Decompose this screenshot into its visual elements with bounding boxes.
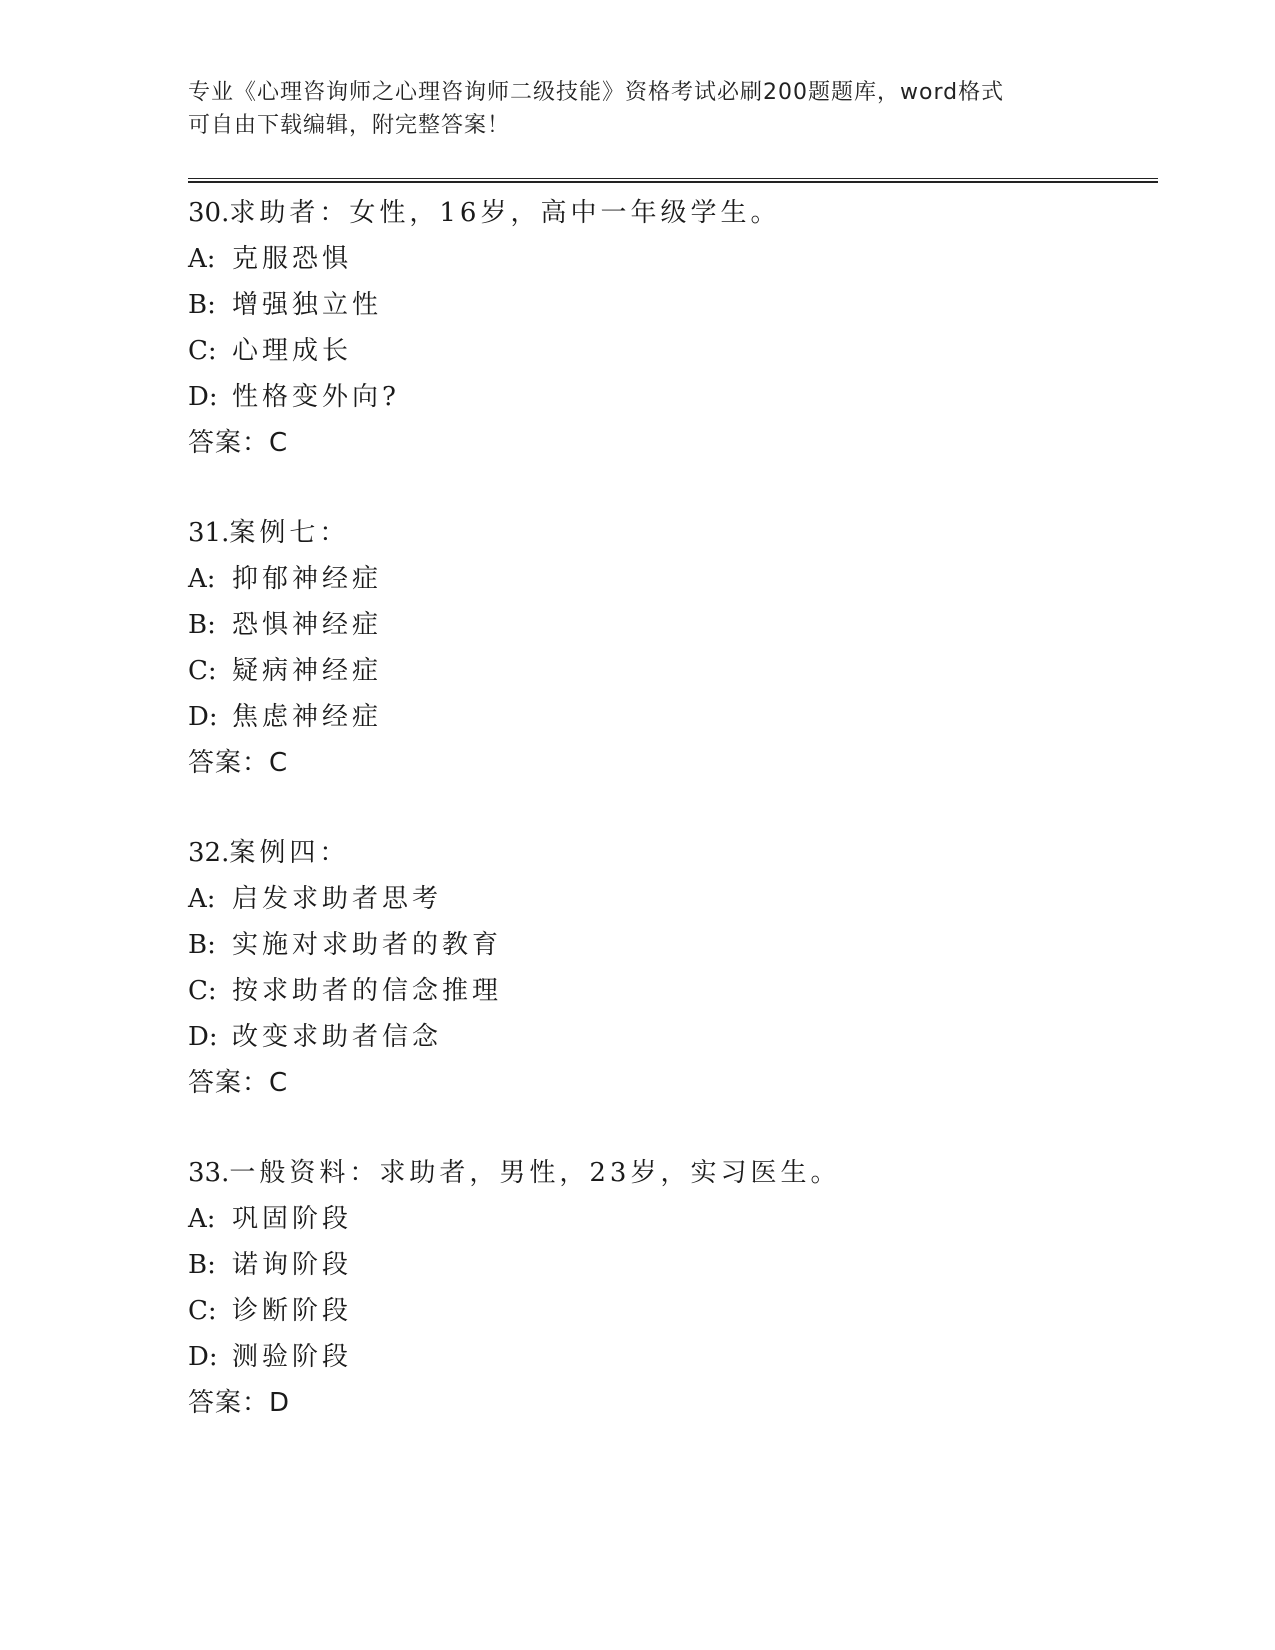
option-letter: C:: [188, 656, 217, 686]
question-number: 32.: [188, 838, 230, 868]
option-d: [188, 374, 1158, 420]
question-text: 一般资料：求助者，男性，23岁，实习医生。: [229, 1158, 841, 1188]
option-a: [188, 556, 1158, 602]
option-text: 增强独立性: [232, 290, 383, 320]
answer-line: 答案：C: [188, 428, 289, 458]
option-letter: C:: [188, 336, 217, 366]
option-text: 疑病神经症: [232, 656, 383, 686]
question-stem: [188, 1150, 1158, 1196]
option-letter: A:: [188, 244, 216, 274]
option-text: 恐惧神经症: [232, 610, 383, 640]
option-text: 实施对求助者的教育: [232, 930, 503, 960]
option-letter: C:: [188, 976, 217, 1006]
header-line-1: 专业《心理咨询师之心理咨询师二级技能》资格考试必刷200题题库，word格式: [188, 80, 1005, 105]
option-c: [188, 968, 1158, 1014]
option-b: [188, 922, 1158, 968]
header-divider: [188, 178, 1158, 183]
header-line-2: 可自由下载编辑，附完整答案！: [188, 113, 511, 138]
question-stem: [188, 510, 1158, 556]
question-32: [188, 830, 1158, 1106]
option-letter: D:: [188, 1022, 218, 1052]
option-b: [188, 1242, 1158, 1288]
question-text: 案例七：: [229, 518, 350, 548]
option-d: [188, 1014, 1158, 1060]
option-d: [188, 694, 1158, 740]
option-text: 性格变外向?: [232, 382, 400, 412]
option-c: [188, 648, 1158, 694]
option-letter: D:: [188, 1342, 218, 1372]
option-letter: A:: [188, 564, 216, 594]
answer-line: 答案：C: [188, 1068, 289, 1098]
option-letter: B:: [188, 1250, 216, 1280]
option-letter: C:: [188, 1296, 217, 1326]
question-number: 30.: [188, 198, 230, 228]
question-stem: [188, 190, 1158, 236]
answer-line: 答案：D: [188, 1388, 291, 1418]
question-list: [188, 190, 1158, 1470]
option-text: 启发求助者思考: [232, 884, 443, 914]
option-b: [188, 282, 1158, 328]
question-text: 案例四：: [229, 838, 350, 868]
option-letter: A:: [188, 1204, 216, 1234]
option-letter: A:: [188, 884, 216, 914]
option-letter: B:: [188, 930, 216, 960]
question-number: 31.: [188, 518, 230, 548]
option-text: 改变求助者信念: [232, 1022, 443, 1052]
option-letter: B:: [188, 610, 216, 640]
option-text: 焦虑神经症: [232, 702, 383, 732]
option-a: [188, 1196, 1158, 1242]
answer-line: 答案：C: [188, 748, 289, 778]
option-c: [188, 328, 1158, 374]
option-c: [188, 1288, 1158, 1334]
question-30: [188, 190, 1158, 466]
option-letter: D:: [188, 702, 218, 732]
option-text: 克服恐惧: [232, 244, 353, 274]
document-page: [188, 0, 1158, 1650]
question-31: [188, 510, 1158, 786]
option-text: 测验阶段: [232, 1342, 353, 1372]
question-33: [188, 1150, 1158, 1426]
option-text: 诊断阶段: [232, 1296, 353, 1326]
question-text: 求助者：女性，16岁，高中一年级学生。: [229, 198, 781, 228]
option-a: [188, 876, 1158, 922]
option-a: [188, 236, 1158, 282]
option-text: 按求助者的信念推理: [232, 976, 503, 1006]
option-b: [188, 602, 1158, 648]
question-stem: [188, 830, 1158, 876]
option-text: 巩固阶段: [232, 1204, 353, 1234]
option-text: 诺询阶段: [232, 1250, 353, 1280]
option-text: 抑郁神经症: [232, 564, 383, 594]
question-number: 33.: [188, 1158, 230, 1188]
option-letter: B:: [188, 290, 216, 320]
document-header: [188, 76, 1088, 142]
option-text: 心理成长: [232, 336, 353, 366]
option-letter: D:: [188, 382, 218, 412]
option-d: [188, 1334, 1158, 1380]
